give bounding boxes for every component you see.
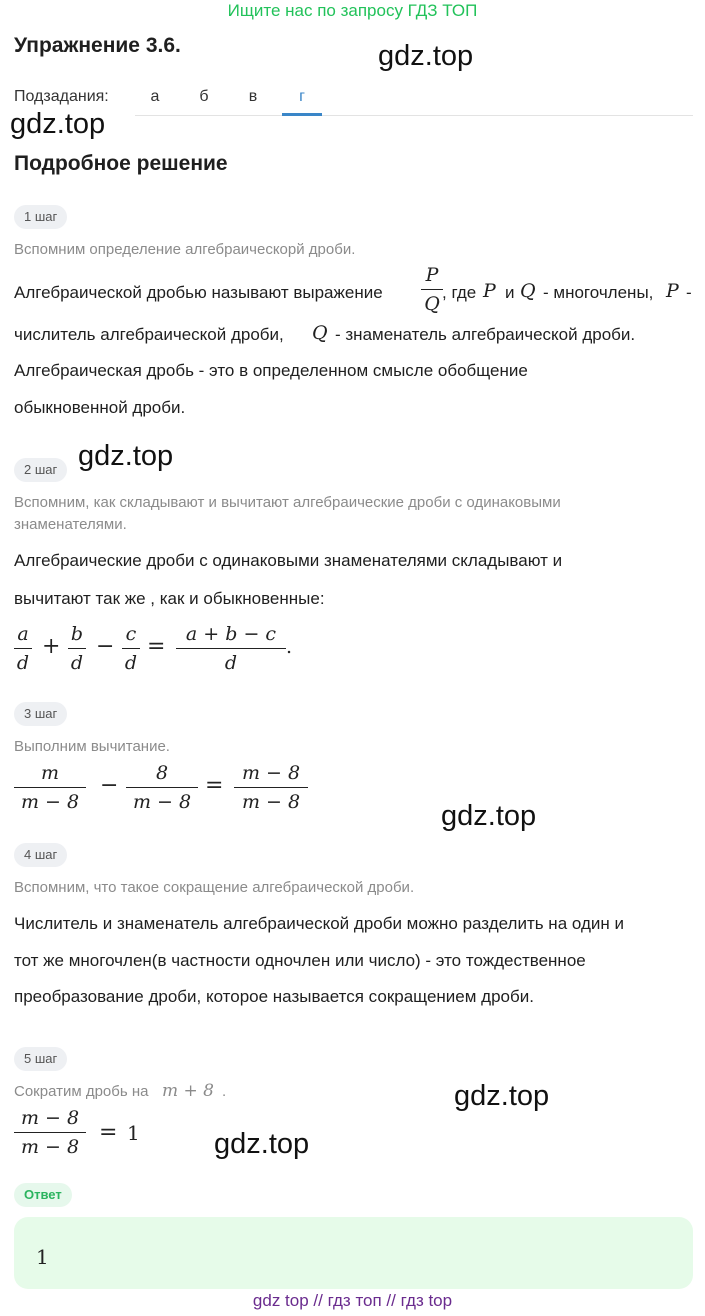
watermark: gdz.top [10,108,106,140]
fraction-p-over-q [421,263,443,316]
step-text: Числитель и знаменатель алгебраической дроби можно разделить на один и [14,914,624,933]
watermark: gdz.top [441,800,537,832]
fraction-denominator: d [70,652,84,674]
subtasks-label: Подзадания: [14,88,109,105]
watermark: gdz.top [454,1080,550,1112]
fraction-denominator: m − 8 [20,791,80,813]
section-title: Подробное решение [14,152,228,175]
tabs-divider [135,115,693,116]
step-hint: Выполним вычитание. [14,738,170,755]
fraction-bar [176,648,286,649]
fraction-numerator: b [70,623,84,645]
step-text: и [505,283,515,302]
step-badge: 4 шаг [14,843,67,867]
active-tab-indicator [282,113,322,116]
step-badge: 5 шаг [14,1047,67,1071]
answer-badge: Ответ [14,1183,72,1207]
fraction-bar [14,1132,86,1133]
fraction-m-over-m-minus-8 [14,761,86,814]
step-text: тот же многочлен(в частности одночлен или число) - это тождественное [14,951,586,970]
fraction-result [234,761,308,814]
fraction-bar [234,787,308,788]
tab-v[interactable]: в [248,88,258,105]
tab-b[interactable]: б [199,88,209,105]
equals-sign: = [99,1120,118,1145]
step-hint: . [222,1083,227,1100]
step-text: - [686,283,692,302]
minus-operator: − [100,773,119,798]
fraction-bar [14,787,86,788]
fraction-bar [122,648,140,649]
formula-result: 1 [127,1121,140,1145]
exercise-title: Упражнение 3.6. [14,34,181,57]
step-text: Алгебраическая дробь - это в определенном смысле обобщение [14,361,528,380]
step-hint: Вспомним, что такое сокращение алгебраической дроби. [14,879,415,896]
step-text: - знаменатель алгебраической дроби. [335,325,636,344]
step-hint: Вспомним, как складывают и вычитают алгебраические дроби с одинаковыми [14,494,561,511]
fraction-numerator: m − 8 [241,762,301,784]
fraction-numerator: a [17,623,29,645]
fraction-denominator: Q [424,293,440,315]
fraction-denominator: d [124,652,138,674]
answer-value: 1 [36,1245,49,1269]
footer-links[interactable]: gdz top // гдз топ // гдз top [252,1291,453,1310]
step-badge: 1 шаг [14,205,67,229]
step-text: вычитают так же , как и обыкновенные: [14,589,325,608]
fraction-bar [68,648,86,649]
fraction-numerator: 8 [155,762,169,784]
minus-operator: − [96,634,115,659]
step-text: числитель алгебраической дроби, [14,325,284,344]
math-symbol-p: P [666,280,679,302]
fraction-denominator: m − 8 [241,791,301,813]
fraction-denominator: d [224,652,238,674]
plus-operator: + [42,634,61,659]
fraction-c-over-d [122,622,140,675]
fraction-numerator: a + b − c [185,623,277,645]
fraction-a-over-d [14,622,32,675]
top-banner[interactable]: Ищите нас по запросу ГДЗ ТОП [227,1,478,20]
fraction-m-minus-8-over-m-minus-8 [14,1106,86,1159]
formula-period: . [286,636,293,658]
answer-box [14,1217,693,1289]
step-text: обыкновенной дроби. [14,398,186,417]
math-symbol-p: P [483,280,496,302]
fraction-numerator: P [425,264,439,286]
step-text: , где [442,283,477,302]
math-symbol-q: Q [312,322,328,344]
step-hint: Сократим дробь на [14,1083,149,1100]
fraction-bar [421,289,443,290]
fraction-numerator: m − 8 [20,1107,80,1129]
equals-sign: = [205,773,224,798]
fraction-bar [126,787,198,788]
fraction-b-over-d [68,622,86,675]
step-hint: Вспомним определение алгебраическорй дроби. [14,241,356,258]
fraction-denominator: d [16,652,30,674]
equals-sign: = [147,634,166,659]
step-text: - многочлены, [543,283,654,302]
step-hint-math: m + 8 [162,1081,214,1101]
fraction-numerator: c [125,623,137,645]
fraction-bar [14,648,32,649]
step-text: Алгебраические дроби с одинаковыми знаменателями складывают и [14,551,563,570]
math-symbol-q: Q [520,280,536,302]
tab-a[interactable]: а [150,88,160,105]
step-hint: знаменателями. [14,516,127,533]
fraction-denominator: m − 8 [20,1136,80,1158]
step-badge: 3 шаг [14,702,67,726]
fraction-numerator: m [40,762,60,784]
watermark: gdz.top [378,40,474,72]
fraction-8-over-m-minus-8 [126,761,198,814]
step-badge: 2 шаг [14,458,67,482]
tab-g[interactable]: г [299,88,305,105]
fraction-denominator: m − 8 [132,791,192,813]
watermark: gdz.top [78,440,174,472]
watermark: gdz.top [214,1128,310,1160]
step-text: преобразование дроби, которое называется сокращением дроби. [14,987,534,1006]
step-text: Алгебраической дробью называют выражение [14,283,383,302]
fraction-result [176,622,286,675]
